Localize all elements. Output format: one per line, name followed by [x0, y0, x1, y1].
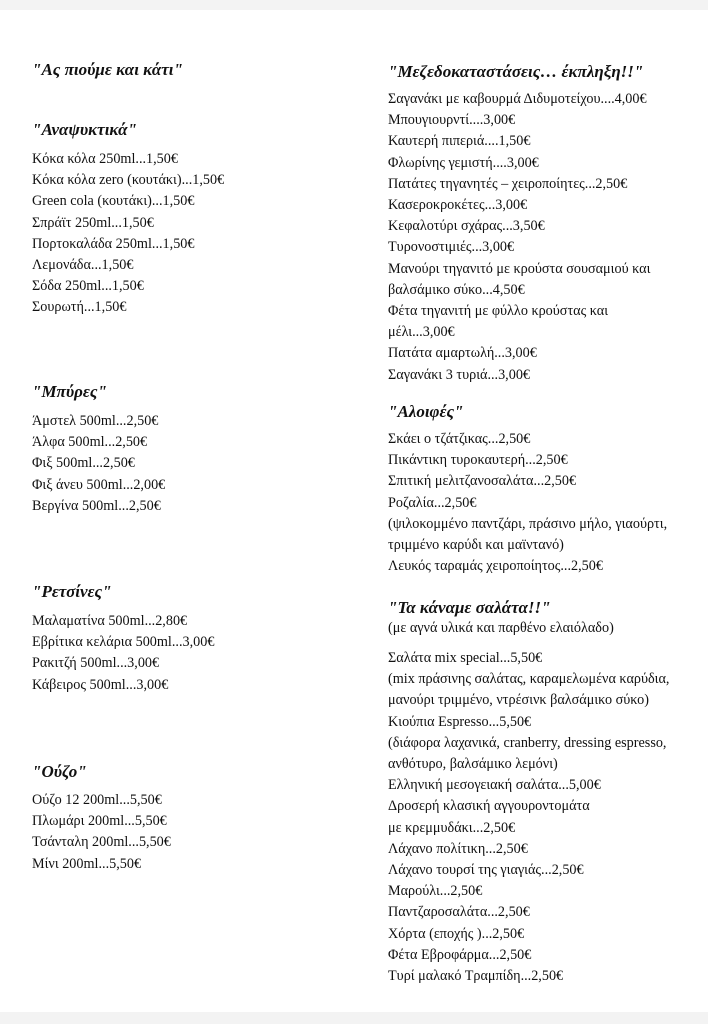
beers-list — [32, 411, 165, 517]
list-item: Παντζαροσαλάτα...2,50€ — [388, 904, 530, 921]
meze-list — [388, 89, 650, 386]
list-item: Μαλαματίνα 500ml...2,80€ — [32, 613, 188, 629]
list-item: Φιξ άνευ 500ml...2,00€ — [32, 476, 166, 493]
section-heading-spreads: "Αλοιφές" — [388, 402, 464, 421]
list-item: Σουρωτή...1,50€ — [32, 299, 127, 316]
list-item: Ελληνική μεσογειακή σαλάτα...5,00€ — [388, 777, 601, 794]
list-item: Σπράϊτ 250ml...1,50€ — [32, 214, 154, 231]
list-item: ανθότυρο, βαλσάμικο λεμόνι) — [388, 756, 558, 773]
list-item: μανούρι τριμμένο, ντρέσινκ βαλσάμικο σύκο) — [388, 692, 649, 709]
list-item: Σαγανάκι με καβουρμά Διδυμοτείχου....4,00€ — [388, 91, 647, 107]
list-item: Λάχανο τουρσί της γιαγιάς...2,50€ — [388, 862, 584, 879]
ouzo-list — [32, 790, 171, 875]
list-item: Λεμονάδα...1,50€ — [32, 257, 134, 274]
list-item: Φλωρίνης γεμιστή....3,00€ — [388, 154, 539, 171]
drinks-title: "Ας πιούμε και κάτι" — [32, 60, 183, 79]
list-item: Σαλάτα mix special...5,50€ — [388, 650, 543, 666]
list-item: Μανούρι τηγανιτό με κρούστα σουσαμιού και — [388, 260, 651, 277]
list-item: Λευκός ταραμάς χειροποίητος...2,50€ — [388, 558, 603, 575]
section-heading-beers: "Μπύρες" — [32, 382, 107, 401]
list-item: Τυρί μαλακό Τραμπίδη...2,50€ — [388, 968, 564, 985]
list-item: Κάβειρος 500ml...3,00€ — [32, 676, 169, 693]
list-item: Green cola (κουτάκι)...1,50€ — [32, 193, 195, 210]
list-item: Φέτα Εβροφάρμα...2,50€ — [388, 946, 532, 963]
list-item: Δροσερή κλασική αγγουροντομάτα — [388, 798, 590, 815]
list-item: Άλφα 500ml...2,50€ — [32, 434, 148, 451]
list-item: Πατάτα αμαρτωλή...3,00€ — [388, 345, 537, 362]
list-item: Σόδα 250ml...1,50€ — [32, 278, 144, 295]
spreads-list — [388, 429, 667, 577]
list-item: Κεφαλοτύρι σχάρας...3,50€ — [388, 218, 545, 235]
list-item: Κόκα κόλα 250ml...1,50€ — [32, 151, 178, 167]
list-item: Πορτοκαλάδα 250ml...1,50€ — [32, 235, 195, 252]
list-item: Μίνι 200ml...5,50€ — [32, 855, 142, 872]
list-item: (ψιλοκομμένο παντζάρι, πράσινο μήλο, γιαούρτι, — [388, 515, 668, 532]
list-item: (διάφορα λαχανικά, cranberry, dressing espresso, — [388, 734, 667, 751]
retsinas-list — [32, 611, 214, 696]
list-item: Φιξ 500ml...2,50€ — [32, 455, 135, 472]
salads-note: (με αγνά υλικά και παρθένο ελαιόλαδο) — [388, 620, 614, 636]
list-item: Σπιτική μελιτζανοσαλάτα...2,50€ — [388, 473, 577, 490]
list-item: Πατάτες τηγανητές – χειροποίητες...2,50€ — [388, 175, 628, 192]
list-item: Τσάνταλη 200ml...5,50€ — [32, 834, 171, 851]
section-heading-ouzo: "Ούζο" — [32, 762, 87, 781]
list-item: Μαρούλι...2,50€ — [388, 883, 483, 900]
list-item: Φέτα τηγανιτή με φύλλο κρούστας και — [388, 303, 609, 320]
list-item: με κρεμμυδάκι...2,50€ — [388, 819, 516, 836]
list-item: Μπουγιουρντί....3,00€ — [388, 112, 516, 129]
section-heading-meze: "Μεζεδοκαταστάσεις… έκπληξη!!" — [388, 62, 644, 81]
list-item: Πλωμάρι 200ml...5,50€ — [32, 813, 167, 830]
list-item: Σαγανάκι 3 τυριά...3,00€ — [388, 366, 531, 383]
list-item: βαλσάμικο σύκο...4,50€ — [388, 281, 525, 298]
list-item: Βεργίνα 500ml...2,50€ — [32, 497, 161, 514]
menu-page — [0, 10, 708, 1012]
list-item: Χόρτα (εποχής )...2,50€ — [388, 925, 525, 942]
section-heading-salads: "Τα κάναμε σαλάτα!!" — [388, 598, 551, 617]
bottom-band — [0, 1012, 708, 1024]
list-item: Τυρονοστιμιές...3,00€ — [388, 239, 515, 256]
list-item: Εβρίτικα κελάρια 500ml...3,00€ — [32, 634, 215, 651]
list-item: Κιούπια Espresso...5,50€ — [388, 713, 532, 730]
salads-list — [388, 648, 669, 987]
list-item: Κόκα κόλα zero (κουτάκι)...1,50€ — [32, 172, 225, 189]
list-item: Ρακιτζή 500ml...3,00€ — [32, 655, 160, 672]
list-item: Κασεροκροκέτες...3,00€ — [388, 197, 528, 214]
list-item: (mix πράσινης σαλάτας, καραμελωμένα καρύδια, — [388, 671, 670, 688]
list-item: τριμμένο καρύδι και μαϊντανό) — [388, 537, 564, 554]
list-item: Λάχανο πολίτικη...2,50€ — [388, 840, 528, 857]
list-item: Ούζο 12 200ml...5,50€ — [32, 792, 162, 808]
list-item: μέλι...3,00€ — [388, 324, 455, 341]
list-item: Σκάει ο τζάτζικας...2,50€ — [388, 431, 531, 447]
section-heading-soft-drinks: "Αναψυκτικά" — [32, 120, 137, 139]
section-heading-retsinas: "Ρετσίνες" — [32, 582, 112, 601]
soft-drinks-list — [32, 149, 224, 319]
list-item: Πικάντικη τυροκαυτερή...2,50€ — [388, 452, 568, 469]
list-item: Ροζαλία...2,50€ — [388, 494, 477, 511]
list-item: Άμστελ 500ml...2,50€ — [32, 413, 159, 429]
list-item: Καυτερή πιπεριά....1,50€ — [388, 133, 531, 150]
